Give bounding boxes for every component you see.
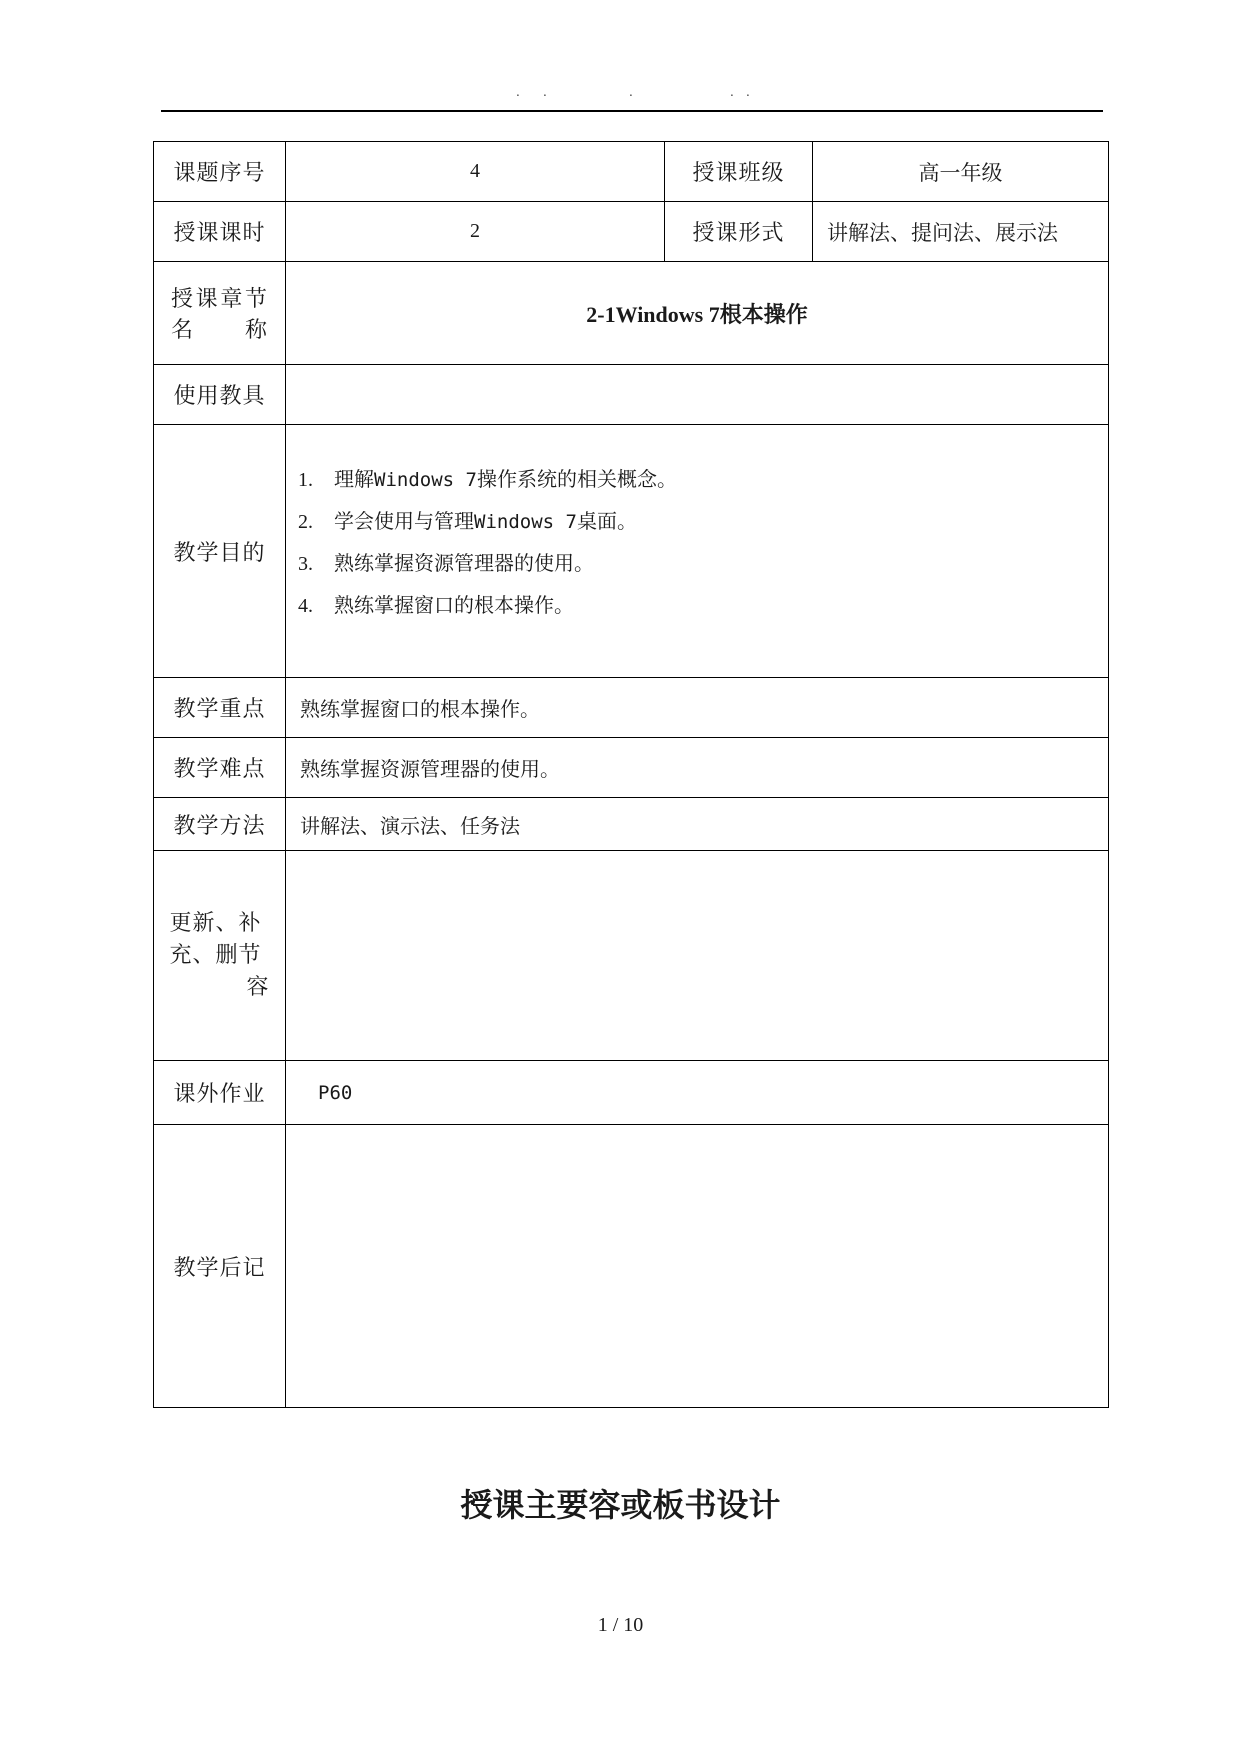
class-label: 授课班级	[665, 142, 813, 202]
table-row	[154, 142, 1109, 202]
objectives-list	[286, 459, 1108, 627]
table-row	[154, 262, 1109, 365]
chapter-label-title-char: 称	[244, 318, 268, 343]
table-row	[154, 202, 1109, 262]
page-number: 1 / 10	[597, 1614, 644, 1636]
list-item: 1. 理解Windows 7操作系统的相关概念。	[298, 467, 677, 491]
form-value: 讲解法、提问法、展示法	[813, 202, 1109, 262]
header-dot: .	[516, 85, 520, 99]
methods-value: 讲解法、演示法、任务法	[286, 798, 1109, 851]
difficulties-label: 教学难点	[154, 738, 286, 798]
methods-label: 教学方法	[154, 798, 286, 851]
tools-value	[286, 365, 1109, 425]
updates-label-line2: 充、删节	[169, 942, 262, 968]
table-row	[154, 425, 1109, 678]
table-row	[154, 1061, 1109, 1125]
updates-label	[154, 851, 286, 1061]
updates-label-line1: 更新、补	[169, 910, 262, 936]
table-row	[154, 851, 1109, 1061]
key-points-label: 教学重点	[154, 678, 286, 738]
header-rule	[161, 110, 1103, 112]
lesson-plan-table	[153, 141, 1109, 1408]
chapter-label-line1: 授课章节	[171, 287, 268, 312]
hours-label: 授课课时	[154, 202, 286, 262]
updates-label-line3: 容	[246, 974, 270, 1000]
topic-no-value: 4	[286, 142, 665, 202]
table-row	[154, 1125, 1109, 1408]
chapter-label	[154, 262, 286, 365]
objectives-cell	[286, 425, 1109, 678]
topic-no-label: 课题序号	[154, 142, 286, 202]
table-row	[154, 738, 1109, 798]
tools-label: 使用教具	[154, 365, 286, 425]
section-title: 授课主要容或板书设计	[460, 1486, 781, 1524]
homework-value	[286, 1061, 1109, 1125]
key-points-value: 熟练掌握窗口的根本操作。	[286, 678, 1109, 738]
class-value: 高一年级	[813, 142, 1109, 202]
homework-label: 课外作业	[154, 1061, 286, 1125]
form-label: 授课形式	[665, 202, 813, 262]
updates-value	[286, 851, 1109, 1061]
header-dot: .	[543, 85, 547, 99]
reflection-value	[286, 1125, 1109, 1408]
header-dot: .	[746, 85, 750, 99]
table-row	[154, 798, 1109, 851]
chapter-title: 2-1Windows 7根本操作	[286, 262, 1109, 365]
objectives-label: 教学目的	[154, 425, 286, 678]
list-item: 4. 熟练掌握窗口的根本操作。	[298, 593, 574, 617]
reflection-label: 教学后记	[154, 1125, 286, 1408]
list-item: 2. 学会使用与管理Windows 7桌面。	[298, 509, 637, 533]
chapter-label-line2	[171, 313, 268, 344]
homework-text: P60	[318, 1082, 353, 1104]
difficulties-value: 熟练掌握资源管理器的使用。	[286, 738, 1109, 798]
header-dots	[161, 86, 1103, 106]
header-dot: .	[730, 85, 734, 99]
table-row	[154, 678, 1109, 738]
chapter-label-name-char: 名	[171, 318, 195, 343]
list-item: 3. 熟练掌握资源管理器的使用。	[298, 551, 594, 575]
hours-value: 2	[286, 202, 665, 262]
table-row	[154, 365, 1109, 425]
header-dot: .	[629, 85, 633, 99]
